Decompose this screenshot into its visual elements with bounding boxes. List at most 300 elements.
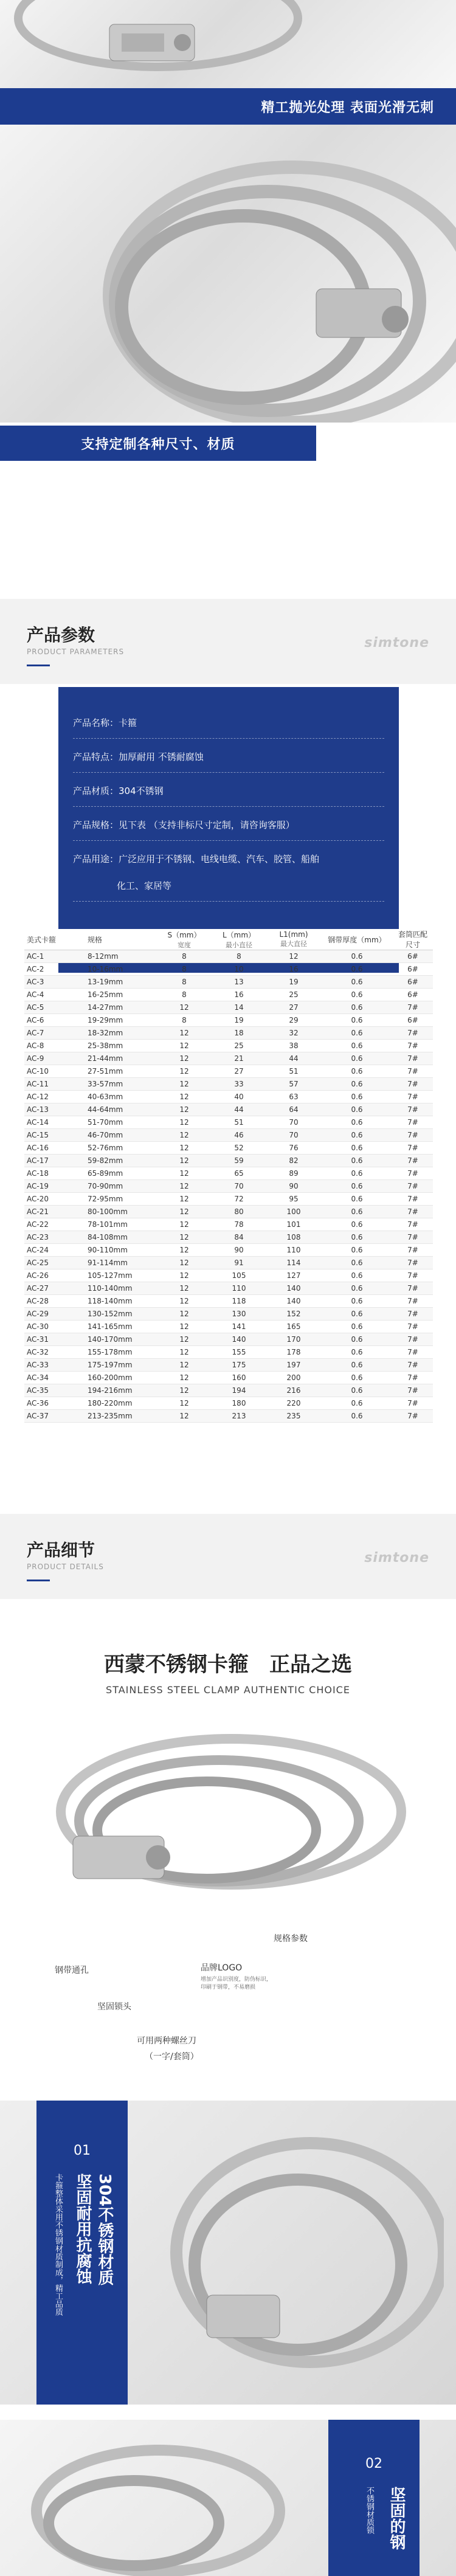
cell-min: 19 xyxy=(212,1014,266,1027)
cell-range: 140-170mm xyxy=(85,1333,157,1346)
cell-thickness: 0.6 xyxy=(321,1040,393,1052)
cell-range: 110-140mm xyxy=(85,1282,157,1295)
cell-max: 170 xyxy=(266,1333,321,1346)
cell-max: 29 xyxy=(266,1014,321,1027)
table-row xyxy=(24,1269,433,1282)
cell-thickness: 0.6 xyxy=(321,950,393,963)
cell-model: AC-21 xyxy=(24,1206,85,1218)
table-row xyxy=(24,1410,433,1423)
cell-width: 12 xyxy=(157,1257,212,1269)
cell-max: 38 xyxy=(266,1040,321,1052)
cell-thickness: 0.6 xyxy=(321,1103,393,1116)
cell-driver: 7# xyxy=(393,1218,433,1231)
cell-thickness: 0.6 xyxy=(321,976,393,989)
table-row xyxy=(24,1103,433,1116)
cell-range: 72-95mm xyxy=(85,1193,157,1206)
cell-model: AC-9 xyxy=(24,1052,85,1065)
cell-model: AC-35 xyxy=(24,1384,85,1397)
param-material: 产品材质：304不锈钢 xyxy=(73,786,164,796)
cell-range: 25-38mm xyxy=(85,1040,157,1052)
cell-range: 155-178mm xyxy=(85,1346,157,1359)
cell-range: 21-44mm xyxy=(85,1052,157,1065)
cell-max: 165 xyxy=(266,1321,321,1333)
cell-range: 44-64mm xyxy=(85,1103,157,1116)
feature-01-title: 304不锈钢材质 xyxy=(95,2174,114,2286)
cell-min: 65 xyxy=(212,1167,266,1180)
table-row xyxy=(24,1180,433,1193)
col-width: S（mm） 宽度 xyxy=(157,929,212,950)
cell-model: AC-15 xyxy=(24,1129,85,1142)
cell-thickness: 0.6 xyxy=(321,1257,393,1269)
cell-width: 8 xyxy=(157,976,212,989)
cell-width: 12 xyxy=(157,1321,212,1333)
cell-model: AC-36 xyxy=(24,1397,85,1410)
cell-width: 12 xyxy=(157,1346,212,1359)
cell-model: AC-29 xyxy=(24,1308,85,1321)
table-row xyxy=(24,1397,433,1410)
cell-min: 72 xyxy=(212,1193,266,1206)
cell-min: 160 xyxy=(212,1372,266,1384)
callout-holes: 钢带通孔 xyxy=(55,1966,89,1975)
cell-range: 33-57mm xyxy=(85,1078,157,1091)
cell-width: 12 xyxy=(157,1065,212,1078)
cell-thickness: 0.6 xyxy=(321,1244,393,1257)
cell-min: 21 xyxy=(212,1052,266,1065)
cell-thickness: 0.6 xyxy=(321,1001,393,1014)
cell-driver: 7# xyxy=(393,1295,433,1308)
table-row xyxy=(24,1244,433,1257)
cell-driver: 7# xyxy=(393,1282,433,1295)
cell-width: 12 xyxy=(157,1027,212,1040)
cell-thickness: 0.6 xyxy=(321,1372,393,1384)
cell-model: AC-5 xyxy=(24,1001,85,1014)
callout-screw: 可用两种螺丝刀 xyxy=(137,2036,196,2046)
hero-photo-second xyxy=(0,125,456,423)
cell-range: 10-16mm xyxy=(85,963,157,976)
cell-thickness: 0.6 xyxy=(321,1359,393,1372)
cell-driver: 7# xyxy=(393,1410,433,1423)
param-usage: 产品用途：广泛应用于不锈钢、电线电缆、汽车、胶管、船舶 xyxy=(73,854,320,865)
cell-width: 12 xyxy=(157,1103,212,1116)
feature-02-desc: 不锈钢材质锁 xyxy=(365,2487,374,2534)
table-row xyxy=(24,1155,433,1167)
col-range: 规格 xyxy=(85,929,157,950)
cell-min: 27 xyxy=(212,1065,266,1078)
cell-driver: 7# xyxy=(393,1397,433,1410)
cell-max: 216 xyxy=(266,1384,321,1397)
details-headline-en: STAINLESS STEEL CLAMP AUTHENTIC CHOICE xyxy=(106,1684,350,1696)
cell-max: 95 xyxy=(266,1193,321,1206)
cell-min: 84 xyxy=(212,1231,266,1244)
cell-driver: 7# xyxy=(393,1027,433,1040)
cell-width: 12 xyxy=(157,1308,212,1321)
cell-thickness: 0.6 xyxy=(321,1218,393,1231)
cell-model: AC-32 xyxy=(24,1346,85,1359)
cell-model: AC-14 xyxy=(24,1116,85,1129)
cell-width: 12 xyxy=(157,1397,212,1410)
table-row xyxy=(24,1372,433,1384)
param-spec: 产品规格：见下表 （支持非标尺寸定制，请咨询客服） xyxy=(73,820,295,830)
cell-model: AC-31 xyxy=(24,1333,85,1346)
cell-range: 105-127mm xyxy=(85,1269,157,1282)
cell-width: 12 xyxy=(157,1155,212,1167)
cell-max: 70 xyxy=(266,1129,321,1142)
cell-min: 8 xyxy=(212,950,266,963)
cell-min: 14 xyxy=(212,1001,266,1014)
divider xyxy=(73,738,384,739)
cell-width: 12 xyxy=(157,1052,212,1065)
table-row xyxy=(24,963,433,976)
table-row xyxy=(24,1129,433,1142)
cell-max: 235 xyxy=(266,1410,321,1423)
cell-width: 12 xyxy=(157,1116,212,1129)
cell-max: 51 xyxy=(266,1065,321,1078)
table-row xyxy=(24,1333,433,1346)
cell-width: 12 xyxy=(157,1410,212,1423)
cell-min: 180 xyxy=(212,1397,266,1410)
cell-width: 12 xyxy=(157,1269,212,1282)
cell-width: 12 xyxy=(157,1384,212,1397)
cell-driver: 7# xyxy=(393,1244,433,1257)
cell-min: 130 xyxy=(212,1308,266,1321)
table-row xyxy=(24,1027,433,1040)
cell-min: 194 xyxy=(212,1384,266,1397)
cell-width: 12 xyxy=(157,1359,212,1372)
cell-width: 12 xyxy=(157,1206,212,1218)
cell-max: 82 xyxy=(266,1155,321,1167)
col-min: L（mm） 最小直径 xyxy=(212,929,266,950)
cell-range: 65-89mm xyxy=(85,1167,157,1180)
cell-range: 13-19mm xyxy=(85,976,157,989)
cell-model: AC-27 xyxy=(24,1282,85,1295)
table-row xyxy=(24,1091,433,1103)
cell-width: 12 xyxy=(157,1231,212,1244)
cell-model: AC-16 xyxy=(24,1142,85,1155)
cell-max: 25 xyxy=(266,989,321,1001)
section-title: 产品细节 xyxy=(27,1540,95,1560)
param-name: 产品名称：卡箍 xyxy=(73,717,137,728)
cell-range: 130-152mm xyxy=(85,1308,157,1321)
table-row xyxy=(24,1295,433,1308)
cell-width: 8 xyxy=(157,1014,212,1027)
cell-thickness: 0.6 xyxy=(321,1231,393,1244)
cell-thickness: 0.6 xyxy=(321,1091,393,1103)
cell-driver: 7# xyxy=(393,1078,433,1091)
cell-max: 70 xyxy=(266,1116,321,1129)
section-header-details xyxy=(0,1514,456,1599)
callout-logo-note: 增加产品识别度，防伪标识，印刷于钢带，不易磨损 xyxy=(201,1977,272,1991)
table-row xyxy=(24,1321,433,1333)
cell-thickness: 0.6 xyxy=(321,963,393,976)
cell-width: 12 xyxy=(157,1218,212,1231)
cell-range: 19-29mm xyxy=(85,1014,157,1027)
cell-thickness: 0.6 xyxy=(321,1155,393,1167)
section-accent-bar xyxy=(27,1580,50,1581)
cell-model: AC-33 xyxy=(24,1359,85,1372)
cell-max: 140 xyxy=(266,1295,321,1308)
clamp-rings-illustration xyxy=(152,2125,444,2380)
cell-thickness: 0.6 xyxy=(321,1333,393,1346)
cell-range: 51-70mm xyxy=(85,1116,157,1129)
cell-thickness: 0.6 xyxy=(321,1206,393,1218)
details-headline: 西蒙不锈钢卡箍 正品之选 xyxy=(104,1652,352,1677)
banner-second: 支持定制各种尺寸、材质 xyxy=(0,426,316,461)
cell-driver: 7# xyxy=(393,1001,433,1014)
cell-min: 59 xyxy=(212,1155,266,1167)
cell-model: AC-25 xyxy=(24,1257,85,1269)
cell-max: 64 xyxy=(266,1103,321,1116)
cell-model: AC-12 xyxy=(24,1091,85,1103)
divider xyxy=(73,772,384,773)
feature-01-title-2: 坚固耐用抗腐蚀 xyxy=(74,2174,92,2284)
cell-width: 12 xyxy=(157,1333,212,1346)
divider xyxy=(73,806,384,807)
cell-driver: 6# xyxy=(393,1014,433,1027)
cell-range: 59-82mm xyxy=(85,1155,157,1167)
cell-thickness: 0.6 xyxy=(321,1384,393,1397)
cell-min: 110 xyxy=(212,1282,266,1295)
cell-driver: 7# xyxy=(393,1129,433,1142)
cell-model: AC-1 xyxy=(24,950,85,963)
cell-min: 44 xyxy=(212,1103,266,1116)
cell-max: 90 xyxy=(266,1180,321,1193)
cell-thickness: 0.6 xyxy=(321,1116,393,1129)
cell-thickness: 0.6 xyxy=(321,989,393,1001)
cell-max: 152 xyxy=(266,1308,321,1321)
cell-max: 12 xyxy=(266,950,321,963)
col-driver: 套筒匹配尺寸 xyxy=(393,929,433,950)
table-row xyxy=(24,1078,433,1091)
cell-range: 52-76mm xyxy=(85,1142,157,1155)
cell-min: 33 xyxy=(212,1078,266,1091)
cell-model: AC-10 xyxy=(24,1065,85,1078)
cell-range: 118-140mm xyxy=(85,1295,157,1308)
cell-driver: 7# xyxy=(393,1040,433,1052)
cell-driver: 7# xyxy=(393,1180,433,1193)
cell-max: 200 xyxy=(266,1372,321,1384)
cell-min: 141 xyxy=(212,1321,266,1333)
cell-range: 90-110mm xyxy=(85,1244,157,1257)
cell-width: 12 xyxy=(157,1167,212,1180)
cell-thickness: 0.6 xyxy=(321,1027,393,1040)
cell-min: 46 xyxy=(212,1129,266,1142)
cell-driver: 7# xyxy=(393,1206,433,1218)
cell-thickness: 0.6 xyxy=(321,1193,393,1206)
cell-range: 16-25mm xyxy=(85,989,157,1001)
cell-range: 80-100mm xyxy=(85,1206,157,1218)
section-header-params xyxy=(0,599,456,684)
cell-min: 10 xyxy=(212,963,266,976)
cell-driver: 7# xyxy=(393,1103,433,1116)
table-row xyxy=(24,1065,433,1078)
cell-range: 78-101mm xyxy=(85,1218,157,1231)
cell-range: 175-197mm xyxy=(85,1359,157,1372)
cell-thickness: 0.6 xyxy=(321,1129,393,1142)
cell-max: 108 xyxy=(266,1231,321,1244)
cell-driver: 7# xyxy=(393,1065,433,1078)
cell-width: 8 xyxy=(157,950,212,963)
cell-model: AC-8 xyxy=(24,1040,85,1052)
cell-min: 140 xyxy=(212,1333,266,1346)
cell-width: 12 xyxy=(157,1180,212,1193)
cell-width: 12 xyxy=(157,1078,212,1091)
cell-max: 100 xyxy=(266,1206,321,1218)
cell-model: AC-11 xyxy=(24,1078,85,1091)
table-row xyxy=(24,1359,433,1372)
cell-driver: 7# xyxy=(393,1333,433,1346)
cell-driver: 7# xyxy=(393,1308,433,1321)
table-row xyxy=(24,1206,433,1218)
table-row xyxy=(24,1001,433,1014)
cell-max: 89 xyxy=(266,1167,321,1180)
table-row xyxy=(24,1052,433,1065)
cell-driver: 7# xyxy=(393,1257,433,1269)
cell-driver: 6# xyxy=(393,989,433,1001)
cell-range: 27-51mm xyxy=(85,1065,157,1078)
cell-min: 25 xyxy=(212,1040,266,1052)
cell-max: 110 xyxy=(266,1244,321,1257)
cell-max: 178 xyxy=(266,1346,321,1359)
cell-width: 12 xyxy=(157,1129,212,1142)
cell-min: 155 xyxy=(212,1346,266,1359)
cell-thickness: 0.6 xyxy=(321,1346,393,1359)
table-header-row xyxy=(24,929,433,950)
col-max: L1(mm) 最大直径 xyxy=(266,929,321,950)
cell-model: AC-26 xyxy=(24,1269,85,1282)
cell-model: AC-22 xyxy=(24,1218,85,1231)
cell-width: 12 xyxy=(157,1282,212,1295)
cell-range: 70-90mm xyxy=(85,1180,157,1193)
cell-thickness: 0.6 xyxy=(321,1269,393,1282)
table-row xyxy=(24,1193,433,1206)
cell-range: 40-63mm xyxy=(85,1091,157,1103)
cell-min: 118 xyxy=(212,1295,266,1308)
cell-thickness: 0.6 xyxy=(321,1410,393,1423)
cell-width: 12 xyxy=(157,1244,212,1257)
cell-max: 101 xyxy=(266,1218,321,1231)
cell-thickness: 0.6 xyxy=(321,1321,393,1333)
cell-driver: 7# xyxy=(393,1346,433,1359)
divider xyxy=(73,901,384,902)
callout-spec: 规格参数 xyxy=(274,1934,308,1944)
cell-model: AC-6 xyxy=(24,1014,85,1027)
details-area xyxy=(0,1599,456,2098)
clamp-illustration xyxy=(0,0,456,88)
cell-max: 19 xyxy=(266,976,321,989)
cell-min: 13 xyxy=(212,976,266,989)
cell-range: 194-216mm xyxy=(85,1384,157,1397)
table-row xyxy=(24,989,433,1001)
cell-thickness: 0.6 xyxy=(321,1308,393,1321)
cell-range: 46-70mm xyxy=(85,1129,157,1142)
cell-width: 8 xyxy=(157,963,212,976)
cell-thickness: 0.6 xyxy=(321,1282,393,1295)
cell-max: 57 xyxy=(266,1078,321,1091)
cell-model: AC-7 xyxy=(24,1027,85,1040)
spec-table xyxy=(24,929,433,1423)
cell-width: 12 xyxy=(157,1001,212,1014)
cell-driver: 7# xyxy=(393,1142,433,1155)
col-thickness: 钢带厚度（mm） xyxy=(321,929,393,950)
cell-model: AC-20 xyxy=(24,1193,85,1206)
cell-range: 91-114mm xyxy=(85,1257,157,1269)
cell-model: AC-37 xyxy=(24,1410,85,1423)
cell-thickness: 0.6 xyxy=(321,1142,393,1155)
cell-model: AC-3 xyxy=(24,976,85,989)
table-row xyxy=(24,1231,433,1244)
cell-max: 76 xyxy=(266,1142,321,1155)
clamp-detail-illustration xyxy=(36,1721,420,1927)
cell-model: AC-18 xyxy=(24,1167,85,1180)
cell-driver: 6# xyxy=(393,950,433,963)
cell-width: 12 xyxy=(157,1040,212,1052)
table-row xyxy=(24,1142,433,1155)
cell-max: 32 xyxy=(266,1027,321,1040)
param-feature: 产品特点：加厚耐用 不锈耐腐蚀 xyxy=(73,751,204,762)
cell-driver: 7# xyxy=(393,1167,433,1180)
cell-min: 91 xyxy=(212,1257,266,1269)
cell-min: 90 xyxy=(212,1244,266,1257)
cell-model: AC-2 xyxy=(24,963,85,976)
cell-driver: 7# xyxy=(393,1231,433,1244)
cell-width: 12 xyxy=(157,1091,212,1103)
cell-range: 84-108mm xyxy=(85,1231,157,1244)
table-row xyxy=(24,1308,433,1321)
cell-driver: 7# xyxy=(393,1155,433,1167)
table-row xyxy=(24,1116,433,1129)
cell-thickness: 0.6 xyxy=(321,1397,393,1410)
table-row xyxy=(24,1040,433,1052)
cell-width: 12 xyxy=(157,1295,212,1308)
section-subtitle: PRODUCT PARAMETERS xyxy=(27,647,125,656)
brand-logo: simtone xyxy=(364,635,429,651)
callout-lock: 坚固锁头 xyxy=(97,2002,131,2012)
cell-driver: 7# xyxy=(393,1359,433,1372)
table-row xyxy=(24,1384,433,1397)
cell-driver: 7# xyxy=(393,1321,433,1333)
cell-driver: 6# xyxy=(393,976,433,989)
callout-logo: 品牌LOGO xyxy=(201,1963,243,1973)
table-row xyxy=(24,1014,433,1027)
cell-width: 8 xyxy=(157,989,212,1001)
cell-model: AC-23 xyxy=(24,1231,85,1244)
cell-thickness: 0.6 xyxy=(321,1167,393,1180)
cell-model: AC-19 xyxy=(24,1180,85,1193)
cell-min: 51 xyxy=(212,1116,266,1129)
feature-02-title: 坚固的钢 xyxy=(387,2487,406,2550)
cell-min: 18 xyxy=(212,1027,266,1040)
cell-model: AC-13 xyxy=(24,1103,85,1116)
banner-top: 精工抛光处理 表面光滑无刺 xyxy=(0,88,456,125)
feature-01-desc: 卡箍整体采用不锈钢材质制成，精工品质 xyxy=(54,2174,63,2316)
table-row xyxy=(24,1167,433,1180)
cell-max: 16 xyxy=(266,963,321,976)
section-accent-bar xyxy=(27,665,50,666)
cell-min: 16 xyxy=(212,989,266,1001)
cell-model: AC-24 xyxy=(24,1244,85,1257)
cell-driver: 7# xyxy=(393,1116,433,1129)
feature-02 xyxy=(0,2420,456,2576)
cell-range: 8-12mm xyxy=(85,950,157,963)
cell-model: AC-28 xyxy=(24,1295,85,1308)
feature-01-number: 01 xyxy=(74,2143,91,2158)
cell-min: 175 xyxy=(212,1359,266,1372)
cell-max: 140 xyxy=(266,1282,321,1295)
cell-min: 105 xyxy=(212,1269,266,1282)
param-usage-cont: 化工、家居等 xyxy=(117,880,172,891)
cell-max: 44 xyxy=(266,1052,321,1065)
cell-model: AC-17 xyxy=(24,1155,85,1167)
